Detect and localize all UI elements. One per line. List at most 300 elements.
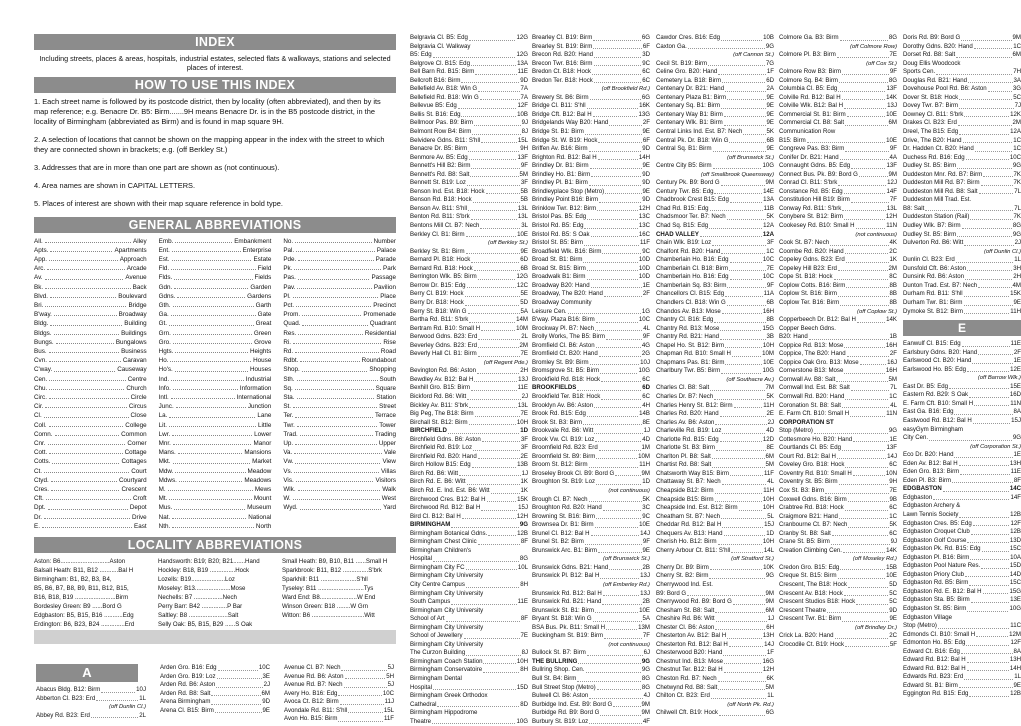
entry-name: Brearley St. B19: Birm [532,42,593,50]
abbreviation-short: Bri. [34,302,44,310]
index-entry [779,290,897,299]
entry-name: Creation Climbing Cen. [779,546,842,554]
locality-entry: Balsall Heath: B11, B12 ...........Bal H [34,567,134,575]
map-reference: 2L [139,711,146,719]
abbreviation-full: Square [375,384,396,392]
index-entry [410,342,528,351]
index-entry [532,231,650,240]
map-reference: 14B [639,410,650,418]
entry-name: Bellevue B5: Edg [410,102,457,110]
leader-dots [732,350,761,357]
leader-dots [809,333,889,340]
map-reference: 3F [520,444,528,452]
leader-dots [609,564,641,571]
index-entry [656,34,774,43]
entry-name: Dudley Wlk. B7: Birm [903,222,961,230]
abbreviation-entry [159,310,272,319]
leader-dots [471,384,517,391]
leader-dots [842,94,886,101]
leader-dots [716,615,767,622]
entry-name: Berry Cl. B19: Hock [410,290,464,298]
index-column [779,34,897,649]
entry-name: Bernard Rd. B18: Hock [410,264,473,272]
index-entry [656,461,774,470]
abbreviation-short: Ind. [158,375,170,383]
entry-name: Charlotte St. B3: Birm [656,444,715,452]
entry-name: Charlotte Rd. B15: Edg [656,435,719,443]
map-reference: 8G [519,555,528,563]
abbreviation-full: Back [132,283,147,291]
leader-dots [847,350,889,357]
abbreviation-full: Garth [255,302,272,310]
leader-dots [174,273,252,279]
index-entry [532,154,650,163]
index-entry [532,68,650,77]
index-entry [410,487,528,496]
map-reference: 1C [1013,136,1021,144]
abbreviation-short: Gdn. [158,283,173,291]
leader-dots [170,356,251,362]
entry-name: Edgbaston Pl. B16: Birm [903,553,970,561]
entry-name: Belgrove Cl. B15: Edg [410,59,470,67]
index-entry [903,51,1021,60]
entry-name: Bridge Cft. B12: Bal H [532,110,592,118]
map-reference: 15D [516,683,528,691]
abbreviation-short: Up. [283,440,294,448]
map-reference: 11E [1010,468,1021,476]
leader-dots [842,444,885,451]
leader-dots [958,119,1012,126]
leader-dots [721,248,765,255]
entry-name: Brunswick Pl. B12: Bal H [532,572,600,580]
entry-name: B5: Edg [410,51,432,59]
map-reference: 12A [762,230,774,238]
index-entry [532,521,650,530]
index-entry [160,690,270,699]
abbreviation-short: Va. [283,449,293,457]
leader-dots [172,255,252,261]
map-reference: 2H [520,367,528,375]
index-note: (off Brunswick St.) [726,154,774,161]
map-reference: 9G [641,666,650,674]
index-entry [903,682,1021,691]
abbreviation-full: East [134,522,147,530]
index-entry [903,554,1021,563]
index-entry [532,188,650,197]
abbreviation-full: Lower [254,430,272,438]
index-entry [656,496,774,505]
map-reference: 4A [889,153,897,161]
map-reference: 9M [641,700,650,708]
index-entry [532,684,650,693]
index-entry [284,664,394,673]
locality-abbreviations-list [34,557,396,629]
abbreviation-short: Mans. [158,449,176,457]
locality-entry: Sparkhill: B11 .....................S'hll [282,576,368,584]
map-reference: 14K [886,546,897,554]
entry-name: Benson Ind. Est. B18: Hock [410,187,485,195]
map-reference: 9D [642,145,650,153]
abbreviation-full: Heights [249,348,272,356]
leader-dots [589,179,641,186]
locality-entry: Lozells: B19....................Loz [158,576,235,584]
entry-name: Durham Twr. B1: Birm [903,298,963,306]
leader-dots [478,333,520,340]
abbreviation-short: Sth. [283,375,295,383]
map-reference: 6D [766,76,774,84]
leader-dots [602,598,641,605]
index-entry [903,460,1021,469]
index-entry [779,547,897,556]
leader-dots [48,503,128,509]
leader-dots [464,632,520,639]
index-entry [779,393,897,402]
leader-dots [587,410,638,417]
entry-name: Brunel Cl. B12: Bal H [532,529,590,537]
leader-dots [843,547,885,554]
entry-name: Edward St. B1: Birm [903,681,958,689]
leader-dots [714,188,762,195]
map-reference: 9M [765,598,774,606]
entry-name: Coveley Gro. B18: Hock [779,461,845,469]
entry-name: Crescent Studios B18: Hock [779,598,856,606]
map-reference: 6M [261,689,270,697]
entry-name: Eastwood Rd. B12: Bal H [903,416,972,424]
entry-name: Bewdley Av. B12: Bal H [410,375,474,383]
leader-dots [731,547,763,554]
entry-name: Charles Av. B6: Aston [656,418,715,426]
leader-dots [50,319,122,325]
leader-dots [300,356,359,362]
entry-name: Copeley Hill B23: Erd [779,264,837,272]
entry-name: Bertha Rd. B11: S'brk [410,316,469,324]
map-reference: 10N [885,469,897,477]
leader-dots [300,503,382,509]
leader-dots [729,265,765,272]
map-reference: 7L [1014,187,1021,195]
map-reference: 13A [517,59,528,67]
abbreviation-full: Shopping [369,366,396,374]
map-reference: 7E [520,350,528,358]
index-entry [410,624,528,633]
leader-dots [175,237,232,243]
index-entry [532,444,650,453]
leader-dots [954,451,1012,458]
map-reference: 5D [520,298,528,306]
index-entry [779,282,897,291]
map-reference: 2F [642,119,650,127]
entry-name: Stop (Metro) [779,427,813,435]
abbreviation-full: Junction [247,403,272,411]
leader-dots [965,571,1009,578]
abbreviation-entry [159,319,272,328]
index-entry [410,444,528,453]
leader-dots [471,162,519,169]
leader-dots [294,467,379,473]
leader-dots [715,419,766,426]
index-entry [410,521,528,530]
map-reference: 13H [762,632,774,640]
entry-name: Dudley St. B5: Birm [903,230,957,238]
map-reference: 8E [642,418,650,426]
leader-dots [172,246,241,252]
entry-name: School of Art [410,615,445,623]
map-reference: 5J [387,681,394,689]
entry-name: Columbia Cl. B5: Edg [779,85,838,93]
index-entry [410,282,528,291]
abbreviation-full: Villas [381,467,396,475]
leader-dots [173,329,252,335]
leader-dots [595,436,641,443]
locality-entry: Erdington: B6, B23, B24 ..............Erd [34,621,135,629]
leader-dots [700,231,762,238]
map-reference: 9M [641,469,650,477]
map-reference: 13L [517,204,528,212]
abbreviation-entry [34,365,147,374]
index-entry [656,572,774,581]
map-reference: 14K [886,316,897,324]
entry-name: Court Rd. B12: Bal H [779,452,836,460]
entry-name: Cherry St. B2: Birm [656,572,709,580]
map-reference: 6G [765,709,774,717]
abbreviation-entry [283,467,396,476]
entry-name: Centenary Way B1: Birm [656,110,723,118]
leader-dots [967,366,1009,373]
leader-dots [178,448,243,454]
abbreviation-full: Cottage [124,449,147,457]
entry-name: Commercial Ct. B8: Salt [779,119,845,127]
map-reference: 9F [520,162,528,170]
abbreviation-full: National [248,513,272,521]
leader-dots [591,231,638,238]
map-reference: 3C [642,504,650,512]
index-entry [903,511,1021,520]
map-reference: 12M [1009,630,1021,638]
index-entry [779,154,897,163]
leader-dots [294,264,381,270]
index-entry [410,111,528,120]
leader-dots [956,51,1011,58]
index-entry [903,656,1021,665]
entry-name: Duddeston Mnr. Rd. B7: Birm [903,170,983,178]
index-entry [903,477,1021,486]
index-entry [903,596,1021,605]
map-reference: 9F [766,281,774,289]
index-entry [532,179,650,188]
leader-dots [451,598,516,605]
leader-dots [814,427,888,434]
entry-name: Belgravia Cl. Walkway [410,42,471,50]
leader-dots [933,494,1009,501]
entry-name: Bullring Shop. Cen. [532,666,585,674]
entry-name: Chantry Cl. B16: Edg [656,316,714,324]
map-reference: 9M [765,589,774,597]
index-entry [903,631,1021,640]
map-reference: 9E [642,546,650,554]
entry-name: Leisure Cen. [532,307,567,315]
index-entry [532,171,650,180]
leader-dots [730,196,762,203]
abbreviation-entry [34,494,147,503]
entry-name: Edgbaston Cres. B5: Edg [903,519,972,527]
entry-name: Centenary Wlk. B1: Birm [656,119,723,127]
index-entry [532,615,650,624]
entry-name: Bertram Rd. B10: Small H [410,324,481,332]
entry-name: Dunsink Rd. B6: Aston [903,273,964,281]
index-note: (off Corporation St.) [970,443,1021,450]
map-reference: 14F [1010,493,1021,501]
abbreviation-entry [283,430,396,439]
leader-dots [724,530,766,537]
entry-name: Cemetery La. B18: Birm [656,76,722,84]
index-entry [903,231,1021,240]
entry-name: Brindley Ho. B1: Birm [532,170,591,178]
index-entry [656,530,774,539]
index-entry [779,504,897,513]
index-entry [410,256,528,265]
map-reference: 12B [1010,690,1021,698]
index-entry [410,290,528,299]
index-entry [903,408,1021,417]
map-reference: 6F [642,42,650,50]
leader-dots [467,179,520,186]
abbreviation-full: Street [379,403,396,411]
entry-name: Centre City B5: Birm [656,162,712,170]
map-reference: 2H [1013,273,1021,281]
index-entry [903,94,1021,103]
leader-dots [965,273,1012,280]
index-entry [779,128,897,137]
entry-name: Coplow Ter. B16: Birm [779,298,840,306]
map-reference: 10M [762,350,774,358]
map-reference: 8G [641,683,650,691]
abbreviation-entry [34,283,147,292]
index-entry [532,308,650,317]
leader-dots [840,34,888,41]
entry-name: Chantry Rd. B13: Mose [656,324,720,332]
entry-name: Brookfield Rd. B18: Hock [532,375,601,383]
leader-dots [851,196,889,203]
entry-name: Commercial St. B1: Birm [779,110,846,118]
map-reference: 13F [517,153,528,161]
index-entry [903,588,1021,597]
index-entry [903,85,1021,94]
map-reference: 8J [521,128,528,136]
map-reference: 16J [887,358,897,366]
index-entry [532,624,650,633]
abbreviation-short: Flds. [158,274,173,282]
entry-name: Berrington Wlk. B5: Birm [410,273,477,281]
index-entry [779,213,897,222]
index-entry [779,478,897,487]
abbreviation-full: North [255,522,272,530]
entry-name: Duddeston Mill Rd. B7: Birm [903,179,980,187]
index-entry [656,513,774,522]
entry-name: Broadway Community [532,298,592,306]
index-column [656,34,774,718]
abbreviation-full: Little [258,421,272,429]
map-reference: 1J [521,469,528,477]
leader-dots [466,564,517,571]
leader-dots [298,485,381,491]
map-reference: 10C [382,689,394,697]
entry-name: Chamberlain Ho. B16: Edg [656,256,729,264]
map-reference: 7E [520,632,528,640]
index-entry [410,128,528,137]
abbreviation-full: Bridge [128,302,147,310]
leader-dots [710,564,762,571]
map-reference: 8G [641,675,650,683]
leader-dots [472,461,517,468]
entry-name: Abacus Bldg. B12: Birm [36,686,101,693]
leader-dots [295,384,374,390]
entry-name: Chestnut Ter. B12: Bal H [656,666,723,674]
abbreviation-short: Pav. [283,283,296,291]
map-reference: 13G [638,110,650,118]
entry-name: Brook Rd. B15: Edg [532,410,586,418]
abbreviation-full: Walk [382,486,396,494]
abbreviation-full: Passage [371,274,396,282]
index-entry [410,102,528,111]
abbreviation-short: Twr. [283,421,295,429]
map-reference: 10C [1009,153,1021,161]
entry-name: Brunswick St. B1: Birm [532,606,594,614]
index-title: INDEX [34,34,396,50]
leader-dots [458,102,517,109]
leader-dots [459,470,520,477]
locality-entry: Perry Barr: B42 ...............P Bar [158,603,243,611]
leader-dots [964,673,1013,680]
leader-dots [468,308,520,315]
abbreviation-full: Buildings [121,329,147,337]
map-reference: 5M [765,461,774,469]
map-reference: 11H [763,401,774,409]
entry-name: East Ga. B16: Edg [903,408,954,416]
index-entry [532,205,650,214]
leader-dots [474,119,521,126]
abbreviation-full: Apartments [114,246,147,254]
index-entry [656,179,774,188]
map-reference: 2F [1013,348,1021,356]
leader-dots [688,43,765,50]
index-entry [903,308,1021,317]
index-entry [779,94,897,103]
index-entry [410,684,528,693]
index-note: (off Barrow Wlk.) [977,375,1021,382]
entry-name: Birmingham City University [410,640,484,648]
index-entry [779,453,897,462]
map-reference: 6C [889,461,897,469]
general-abbreviations-list [34,237,396,532]
entry-name: Edgbaston Rd. B5: Birm [903,579,969,587]
leader-dots [973,417,1010,424]
leader-dots [966,154,1009,161]
entry-name: Dovey Twr. B7: Birm [903,102,959,110]
leader-dots [834,273,889,280]
map-reference: 4D [766,427,774,435]
entry-name: Bellis St. B16: Edg [410,110,461,118]
map-reference: 12D [762,435,774,443]
map-reference: 10M [638,452,650,460]
entry-name: Brinklow Twr. B12: Birm [532,204,597,212]
entry-name: Caxton Ga. [656,42,687,50]
index-entry [779,376,897,385]
index-entry [410,196,528,205]
index-entry [284,673,394,682]
map-reference: 11H [639,461,650,469]
index-note: (off Regent Pde.) [483,359,528,366]
map-reference: 12A [1010,128,1021,136]
